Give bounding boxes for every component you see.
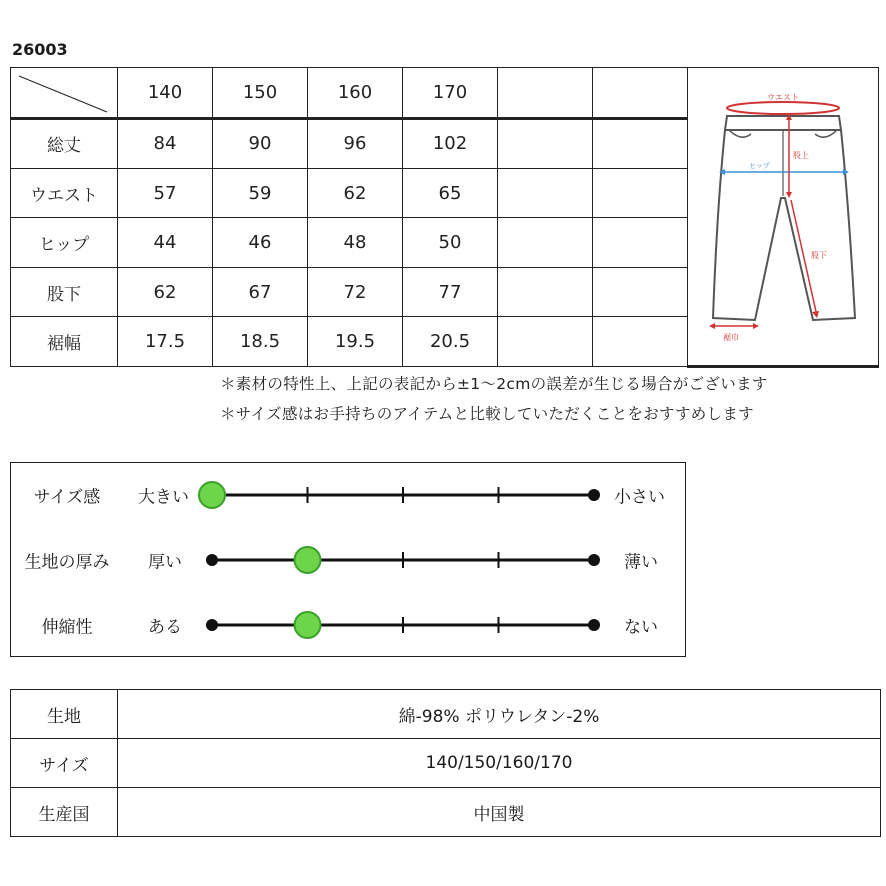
corner-cell: [11, 68, 118, 119]
row-label: 股下: [11, 267, 118, 316]
scale-indicator: [199, 482, 225, 508]
size-value: 50: [403, 218, 498, 267]
scale-right-word: ない: [624, 617, 658, 638]
scale-end-dot: [588, 489, 600, 501]
pants-outline: [713, 130, 855, 320]
scale-left-word: ある: [148, 617, 182, 638]
note-line: ＊素材の特性上、上記の表記から±1〜2cmの誤差が生じる場合がございます: [220, 375, 768, 393]
size-value: [593, 218, 688, 267]
size-value: [593, 118, 688, 169]
size-value: 46: [213, 218, 308, 267]
rise-arrow-bottom: [786, 192, 792, 198]
size-header: [593, 68, 688, 119]
waist-measure-mark: [727, 102, 839, 114]
spec-value: 中国製: [118, 788, 881, 837]
pants-diagram: [689, 68, 877, 360]
feel-scales: [10, 462, 686, 657]
size-value: 57: [118, 169, 213, 218]
size-value: [498, 118, 593, 169]
size-table: [10, 67, 879, 368]
product-code: 26003: [12, 40, 68, 59]
size-value: 67: [213, 267, 308, 316]
scale-label: 伸縮性: [41, 617, 93, 638]
size-value: 20.5: [403, 317, 498, 367]
spec-label: 生産国: [11, 788, 118, 837]
scale-track: [11, 605, 687, 645]
waistband-outline: [725, 116, 841, 130]
size-value: [593, 169, 688, 218]
size-value: 19.5: [308, 317, 403, 367]
spec-label: 生地: [11, 690, 118, 739]
scale-start-dot: [206, 619, 218, 631]
scale-start-dot: [206, 554, 218, 566]
scale-indicator: [295, 612, 321, 638]
size-value: [498, 267, 593, 316]
scale-right-word: 薄い: [624, 552, 658, 573]
right-pocket: [815, 130, 837, 137]
scale-right-word: 小さい: [614, 487, 665, 508]
size-value: 96: [308, 118, 403, 169]
size-value: 59: [213, 169, 308, 218]
size-value: 90: [213, 118, 308, 169]
size-value: [593, 267, 688, 316]
size-value: 44: [118, 218, 213, 267]
row-label: ヒップ: [11, 218, 118, 267]
size-value: 48: [308, 218, 403, 267]
inseam-label: 股下: [811, 251, 827, 260]
notes: [220, 369, 768, 429]
size-header: 160: [308, 68, 403, 119]
size-header: [498, 68, 593, 119]
rise-label: 股上: [793, 151, 809, 160]
scale-track: [11, 540, 687, 580]
scale-end-dot: [588, 554, 600, 566]
size-value: 62: [118, 267, 213, 316]
spec-row: [11, 690, 881, 739]
note-line: ＊サイズ感はお手持ちのアイテムと比較していただくことをおすすめします: [220, 405, 754, 423]
diagonal-line: [11, 68, 117, 116]
left-pocket: [729, 130, 751, 137]
row-label: 総丈: [11, 118, 118, 169]
pants-diagram-cell: [688, 68, 879, 367]
size-value: 62: [308, 169, 403, 218]
scale-label: サイズ感: [33, 487, 101, 508]
size-value: 72: [308, 267, 403, 316]
hem-arrow-left: [709, 323, 715, 329]
size-value: 84: [118, 118, 213, 169]
scale-end-dot: [588, 619, 600, 631]
size-value: 77: [403, 267, 498, 316]
size-header: 150: [213, 68, 308, 119]
scale-indicator: [295, 547, 321, 573]
size-header: 140: [118, 68, 213, 119]
spec-value: 140/150/160/170: [118, 739, 881, 788]
waist-label: ウエスト: [767, 93, 799, 102]
size-value: 102: [403, 118, 498, 169]
size-value: [498, 218, 593, 267]
scale-label: 生地の厚み: [24, 552, 110, 573]
scale-row-thickness: [11, 540, 685, 580]
scale-left-word: 大きい: [138, 487, 189, 508]
size-value: 18.5: [213, 317, 308, 367]
scale-row-stretch: [11, 605, 685, 645]
row-label: ウエスト: [11, 169, 118, 218]
hem-label: 裾巾: [723, 333, 739, 342]
size-value: [498, 317, 593, 367]
hem-arrow-right: [753, 323, 759, 329]
scale-track: [11, 475, 687, 515]
scale-left-word: 厚い: [148, 552, 182, 573]
size-header-row: [11, 68, 879, 119]
scale-row-size: [11, 475, 685, 515]
spec-row: [11, 788, 881, 837]
row-label: 裾幅: [11, 317, 118, 367]
size-value: 65: [403, 169, 498, 218]
size-header: 170: [403, 68, 498, 119]
size-value: 17.5: [118, 317, 213, 367]
size-value: [498, 169, 593, 218]
size-value: [593, 317, 688, 367]
spec-label: サイズ: [11, 739, 118, 788]
spec-value: 綿-98% ポリウレタン-2%: [118, 690, 881, 739]
hip-label: ヒップ: [749, 162, 770, 170]
spec-table: [10, 689, 881, 837]
spec-row: [11, 739, 881, 788]
